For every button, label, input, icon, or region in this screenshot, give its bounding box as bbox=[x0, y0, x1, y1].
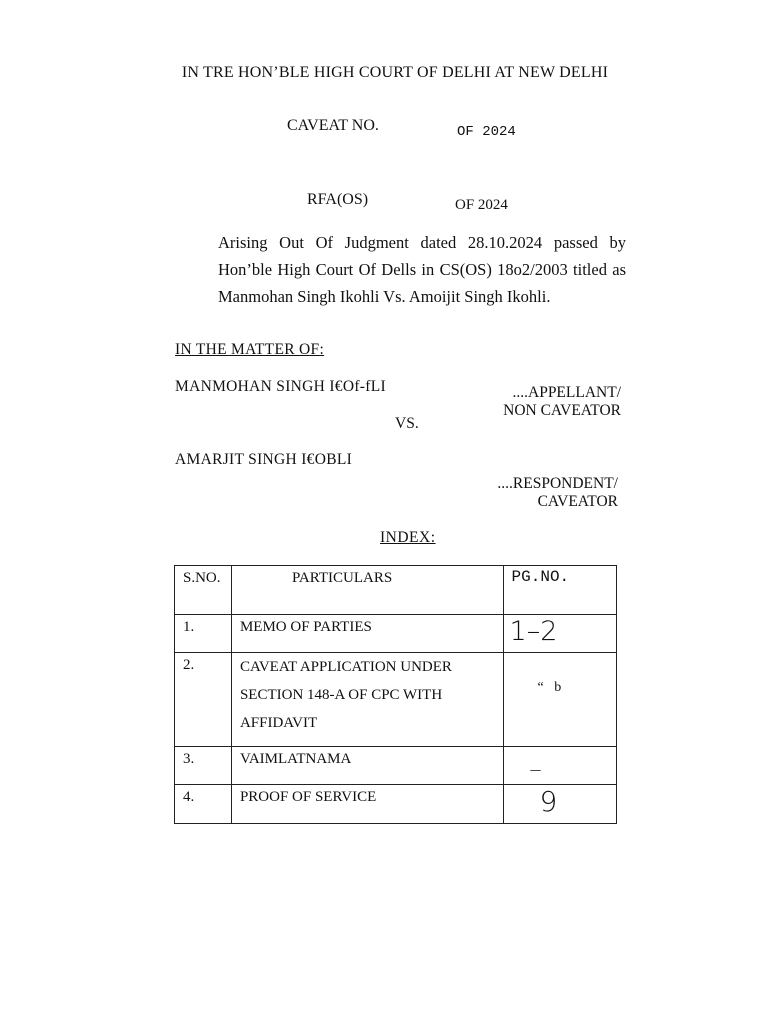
respondent-role-line1: ....RESPONDENT/ bbox=[497, 475, 618, 492]
appellant-role bbox=[440, 384, 621, 420]
rfa-year: OF 2024 bbox=[455, 197, 508, 213]
row-particulars: MEMO OF PARTIES bbox=[239, 619, 372, 635]
header-sno: S.NO. bbox=[183, 570, 221, 586]
index-header-row bbox=[175, 566, 617, 615]
rfa-label: RFA(OS) bbox=[307, 191, 369, 208]
table-row bbox=[175, 615, 617, 653]
caveat-year: OF 2024 bbox=[457, 124, 516, 140]
row-particulars bbox=[232, 653, 503, 737]
row-particulars-line: AFFIDAVIT bbox=[239, 715, 318, 731]
header-particulars: PARTICULARS bbox=[291, 570, 393, 586]
appellant-role-line2: NON CAVEATOR bbox=[503, 402, 621, 419]
versus-label: VS. bbox=[395, 415, 419, 432]
in-the-matter-heading: IN THE MATTER OF: bbox=[175, 341, 325, 358]
table-row bbox=[175, 747, 617, 785]
row-sno: 1. bbox=[183, 619, 195, 635]
respondent-role-line2: CAVEATOR bbox=[537, 493, 618, 510]
index-title: INDEX: bbox=[380, 529, 436, 546]
table-row bbox=[175, 653, 617, 747]
caveat-label: CAVEAT NO. bbox=[287, 117, 379, 134]
row-particulars-line: SECTION 148-A OF CPC WITH bbox=[239, 687, 443, 703]
index-table bbox=[174, 565, 617, 824]
row-sno: 2. bbox=[183, 657, 195, 673]
table-row bbox=[175, 785, 617, 824]
row-particulars: VAIMLATNAMA bbox=[239, 751, 352, 767]
header-pgno: PG.NO. bbox=[511, 568, 570, 586]
row-sno: 3. bbox=[183, 751, 195, 767]
row-particulars: PROOF OF SERVICE bbox=[239, 789, 377, 805]
row-page-handwritten: 1–2 bbox=[509, 616, 558, 647]
row-page-handwritten: 9 bbox=[539, 785, 558, 818]
row-sno: 4. bbox=[183, 789, 195, 805]
respondent-name: AMARJIT SINGH I€OBLI bbox=[175, 451, 353, 468]
row-page-handwritten: “ b bbox=[537, 680, 562, 695]
court-heading: IN TRE HON’BLE HIGH COURT OF DELHI AT NEW DELHI bbox=[181, 64, 609, 81]
appellant-role-line1: ....APPELLANT/ bbox=[512, 384, 621, 401]
appellant-name: MANMOHAN SINGH I€Of-fLI bbox=[175, 378, 386, 395]
row-page-handwritten: _ bbox=[530, 747, 541, 771]
row-particulars-line: CAVEAT APPLICATION UNDER bbox=[239, 659, 452, 675]
respondent-role bbox=[420, 475, 618, 511]
arising-out-of-paragraph: Arising Out Of Judgment dated 28.10.2024 passed by Hon’ble High Court Of Dells in CS(OS) 18o2/2003 titled as Manmohan Singh Ikohli Vs. Amoijit Singh Ikohli. bbox=[218, 233, 626, 306]
